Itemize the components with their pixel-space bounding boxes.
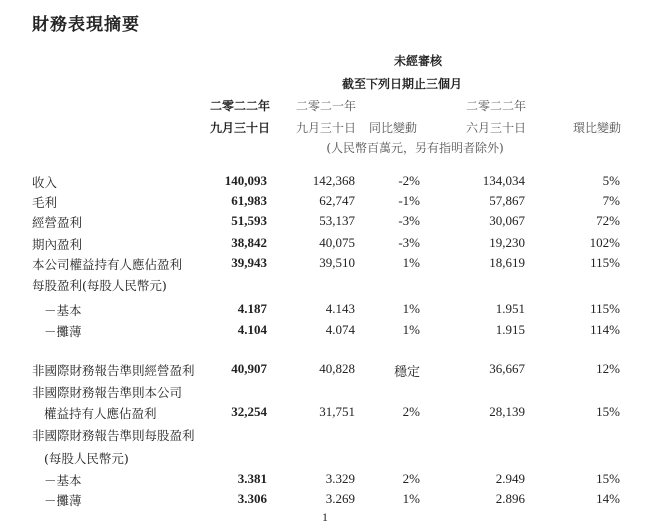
cell-col1: 38,842 [231,235,267,250]
row-label: －基本 [44,473,82,488]
page-number: 1 [322,510,328,524]
cell-col4: 1.951 [495,301,525,316]
cell-col5: 115% [590,255,620,270]
cell-col1: 140,093 [224,173,267,188]
cell-col1: 51,593 [231,213,267,228]
cell-col3: 1% [402,322,420,337]
row-label: 權益持有人應佔盈利 [44,406,157,421]
row-label: 每股盈利(每股人民幣元) [32,278,167,293]
cell-col1: 3.306 [237,491,267,506]
cell-col1: 61,983 [231,193,267,208]
cell-col3: -2% [398,173,420,188]
table-row [0,471,660,491]
unit-note: (人民幣百萬元，另有指明者除外) [326,141,504,155]
row-label: (每股人民幣元) [44,451,129,466]
cell-col3: 1% [402,255,420,270]
cell-col4: 2.896 [495,491,525,506]
col4-year: 二零二二年 [465,99,527,113]
cell-col2: 53,137 [319,213,355,228]
cell-col1: 3.381 [237,471,267,486]
cell-col3: -3% [398,235,420,250]
col1-year: 二零二二年 [209,99,271,113]
cell-col2: 39,510 [319,255,355,270]
cell-col1: 39,943 [231,255,267,270]
cell-col2: 3.329 [325,471,355,486]
cell-col2: 40,075 [319,235,355,250]
row-label: －基本 [44,303,82,318]
cell-col5: 5% [602,173,620,188]
row-label: －攤薄 [44,493,82,508]
col1-date: 九月三十日 [209,121,271,135]
cell-col1: 32,254 [231,404,267,419]
table-row [0,491,660,511]
cell-col5: 12% [596,361,620,376]
page-title: 財務表現摘要 [32,15,140,35]
table-row [0,301,660,321]
row-label: －攤薄 [44,324,82,339]
col4-date: 六月三十日 [465,121,527,135]
cell-col3: -1% [398,193,420,208]
table-row [0,426,660,446]
table-row [0,193,660,213]
table-row [0,361,660,381]
table-row [0,449,660,469]
cell-col4: 18,619 [489,255,525,270]
table-row [0,173,660,193]
cell-col5: 15% [596,471,620,486]
cell-col2: 3.269 [325,491,355,506]
col2-date: 九月三十日 [295,121,357,135]
row-label: 經營盈利 [32,215,83,230]
cell-col3: 穩定 [393,364,420,379]
cell-col3: 1% [402,301,420,316]
cell-col5: 15% [596,404,620,419]
table-row [0,235,660,255]
row-label: 毛利 [32,195,58,210]
cell-col2: 40,828 [319,361,355,376]
cell-col5: 7% [602,193,620,208]
cell-col5: 14% [596,491,620,506]
cell-col4: 30,067 [489,213,525,228]
row-label: 非國際財務報告準則經營盈利 [32,363,195,378]
cell-col5: 72% [596,213,620,228]
cell-col4: 19,230 [489,235,525,250]
period-header: 截至下列日期止三個月 [341,77,463,91]
cell-col1: 4.104 [237,322,267,337]
row-label: 本公司權益持有人應佔盈利 [32,257,183,272]
cell-col4: 2.949 [495,471,525,486]
cell-col2: 4.143 [325,301,355,316]
cell-col2: 4.074 [325,322,355,337]
cell-col3: 2% [402,471,420,486]
row-label: 期內盈利 [32,237,83,252]
cell-col2: 62,747 [319,193,355,208]
cell-col4: 36,667 [489,361,525,376]
row-label: 非國際財務報告準則本公司 [32,385,183,400]
col2-year: 二零二一年 [295,99,357,113]
cell-col4: 134,034 [482,173,525,188]
cell-col1: 40,907 [231,361,267,376]
cell-col3: 2% [402,404,420,419]
cell-col5: 115% [590,301,620,316]
row-label: 收入 [32,175,58,190]
cell-col4: 28,139 [489,404,525,419]
cell-col2: 31,751 [319,404,355,419]
cell-col1: 4.187 [237,301,267,316]
table-row [0,322,660,342]
table-row [0,383,660,403]
cell-col3: -3% [398,213,420,228]
cell-col2: 142,368 [312,173,355,188]
table-row [0,276,660,296]
col5-header: 環比變動 [572,121,622,135]
col3-header: 同比變動 [368,121,418,135]
cell-col4: 57,867 [489,193,525,208]
cell-col4: 1.915 [495,322,525,337]
cell-col5: 114% [590,322,620,337]
audit-header: 未經審核 [393,54,443,68]
cell-col3: 1% [402,491,420,506]
cell-col5: 102% [589,235,620,250]
table-row [0,255,660,275]
table-row [0,404,660,424]
table-row [0,213,660,233]
row-label: 非國際財務報告準則每股盈利 [32,428,195,443]
